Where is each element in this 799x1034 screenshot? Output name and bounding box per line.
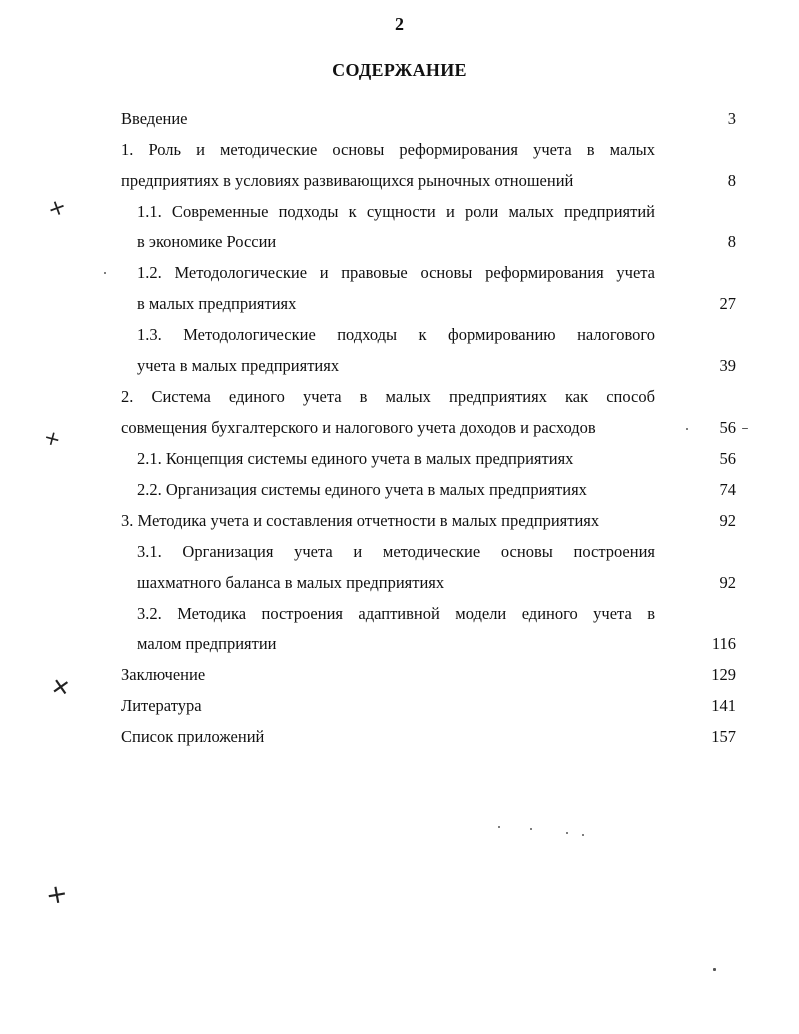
toc-entry-1-1-line1: 1.1. Современные подходы к сущности и роли малых предприятий bbox=[137, 202, 655, 221]
toc-entry-2-1: 2.1. Концепция системы единого учета в малых предприятиях bbox=[137, 449, 574, 468]
scan-speck bbox=[104, 272, 106, 274]
toc-entry-3-1-line1: 3.1. Организация учета и методические основы построения bbox=[137, 542, 655, 561]
scan-speck bbox=[686, 428, 688, 430]
toc-entry-literature: Литература bbox=[121, 696, 202, 715]
toc-entry-1-3-line2: учета в малых предприятиях bbox=[137, 356, 340, 375]
scan-speck bbox=[498, 826, 500, 828]
handwritten-mark: + bbox=[43, 878, 71, 912]
handwritten-mark: + bbox=[41, 424, 64, 452]
toc-entry-2-2: 2.2. Организация системы единого учета в малых предприятиях bbox=[137, 480, 587, 499]
toc-page-1-3: 39 bbox=[719, 356, 736, 375]
toc-entry-ch2-line2: совмещения бухгалтерского и налогового учета доходов и расходов bbox=[121, 418, 596, 437]
toc-entry-intro: Введение bbox=[121, 109, 188, 128]
scan-speck bbox=[742, 428, 748, 429]
page-title: СОДЕРЖАНИЕ bbox=[332, 60, 467, 80]
scan-speck bbox=[713, 968, 716, 971]
toc-page-appendices: 157 bbox=[711, 727, 736, 746]
scan-speck bbox=[530, 828, 532, 830]
toc-entry-3-2-line2: малом предприятии bbox=[137, 634, 277, 653]
toc-page-3-1: 92 bbox=[719, 573, 736, 592]
handwritten-mark: + bbox=[43, 668, 79, 706]
toc-entry-1-1-line2: в экономике России bbox=[137, 232, 277, 251]
toc-page-literature: 141 bbox=[711, 696, 736, 715]
toc-entry-3-1-line2: шахматного баланса в малых предприятиях bbox=[137, 573, 445, 592]
toc-entry-appendices: Список приложений bbox=[121, 727, 265, 746]
toc-entry-ch2-line1: 2. Система единого учета в малых предприятиях как способ bbox=[121, 387, 655, 406]
toc-entry-1-2-line2: в малых предприятиях bbox=[137, 294, 297, 313]
scan-speck bbox=[582, 834, 584, 836]
toc-page-1-2: 27 bbox=[719, 294, 736, 313]
toc-page-1-1: 8 bbox=[727, 232, 736, 251]
toc-entry-1-2-line1: 1.2. Методологические и правовые основы реформирования учета bbox=[137, 263, 655, 282]
page-number: 2 bbox=[395, 14, 404, 34]
toc-page-intro: 3 bbox=[727, 109, 736, 128]
scan-speck bbox=[566, 832, 568, 834]
toc-entry-1-3-line1: 1.3. Методологические подходы к формированию налогового bbox=[137, 325, 655, 344]
toc-page-ch1: 8 bbox=[727, 171, 736, 190]
toc-page-2-2: 74 bbox=[719, 480, 736, 499]
toc-entry-ch1-line2: предприятиях в условиях развивающихся рыночных отношений bbox=[121, 171, 574, 190]
handwritten-mark: + bbox=[44, 193, 71, 224]
toc-entry-ch3: 3. Методика учета и составления отчетности в малых предприятиях bbox=[121, 511, 600, 530]
toc-page-ch2: 56 bbox=[719, 418, 736, 437]
toc-page-conclusion: 129 bbox=[711, 665, 736, 684]
toc-entry-conclusion: Заключение bbox=[121, 665, 206, 684]
toc-page-2-1: 56 bbox=[719, 449, 736, 468]
toc-entry-3-2-line1: 3.2. Методика построения адаптивной модели единого учета в bbox=[137, 604, 655, 623]
toc-entry-ch1-line1: 1. Роль и методические основы реформирования учета в малых bbox=[121, 140, 655, 159]
toc-page-3-2: 116 bbox=[711, 634, 736, 653]
toc-page-ch3: 92 bbox=[719, 511, 736, 530]
